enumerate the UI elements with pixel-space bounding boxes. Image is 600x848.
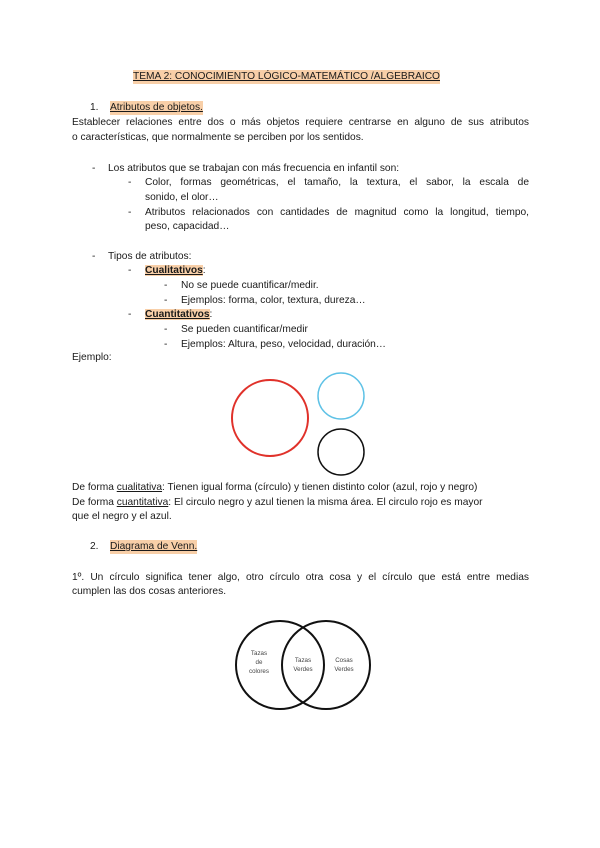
venn-left-label-2: de (255, 659, 263, 666)
sub-dash: - (128, 309, 132, 320)
sub-item-magnitud-line-2: peso, capacidad… (145, 221, 230, 232)
cuantitativos-colon: : (209, 309, 213, 320)
sub-item-magnitud-line-1: Atributos relacionados con cantidades de magnitud como la longitud, tiempo, (145, 207, 529, 218)
sub-dash: - (164, 295, 168, 306)
sub-dash: - (128, 177, 132, 188)
forma-cuantitativa-line-2: que el negro y el azul. (72, 511, 172, 522)
venn-right-label-2: Verdes (334, 666, 354, 673)
cuantitativos-label-wrap (145, 308, 212, 322)
venn-middle-label-1: Tazas (294, 657, 312, 664)
red-circle (232, 380, 308, 456)
sub-dash: - (128, 265, 132, 276)
forma-cualitativa-line (72, 481, 477, 495)
forma-cuantitativa-line (72, 496, 483, 510)
sub-dash: - (164, 339, 168, 350)
bullet-tipos-atributos: Tipos de atributos: (108, 251, 192, 262)
cuantitativos-label: Cuantitativos (145, 309, 210, 320)
venn-diagram (232, 615, 374, 715)
cualitativos-item-1: No se puede cuantificar/medir. (181, 280, 319, 291)
blue-circle (318, 373, 364, 419)
cualitativos-label: Cualitativos (145, 265, 203, 276)
sub-dash: - (128, 207, 132, 218)
black-circle (318, 429, 364, 475)
cualitativos-label-wrap (145, 264, 206, 278)
forma-cualitativa-rest: : Tienen igual forma (círculo) y tienen distinto color (azul, rojo y negro) (162, 482, 478, 493)
venn-text-line-2: cumplen las dos cosas anteriores. (72, 586, 227, 597)
sub-item-color-line-2: sonido, el olor… (145, 192, 219, 203)
forma-cualitativa-word: cualitativa (116, 482, 163, 493)
venn-right-label-1: Cosas (335, 657, 353, 664)
venn-right-circle (282, 621, 370, 709)
sub-dash: - (164, 280, 168, 291)
forma-cuantitativa-word: cuantitativa (116, 497, 169, 508)
intro-line-1: Establecer relaciones entre dos o más objetos requiere centrarse en alguno de sus atributos (72, 117, 529, 128)
bullet-dash: - (92, 163, 96, 174)
section-1-heading: Atributos de objetos. (110, 102, 203, 113)
sub-item-color-line-1: Color, formas geométricas, el tamaño, la textura, el sabor, la escala de (145, 177, 529, 188)
section-2-heading: Diagrama de Venn. (110, 541, 198, 552)
cuantitativos-item-1: Se pueden cuantificar/medir (181, 324, 308, 335)
intro-line-2: o características, que normalmente se perciben por los sentidos. (72, 132, 364, 143)
forma-cuantitativa-rest: : El circulo negro y azul tienen la misma área. El circulo rojo es mayor (168, 497, 483, 508)
section-1-number: 1. (90, 102, 99, 113)
cualitativos-colon: : (202, 265, 206, 276)
venn-left-circle (236, 621, 324, 709)
bullet-dash: - (92, 251, 96, 262)
circles-figure (220, 368, 380, 480)
page-title: TEMA 2: CONOCIMIENTO LÓGICO-MATEMÁTICO /ALGEBRAICO (133, 71, 440, 82)
forma-cualitativa-prefix: De forma (72, 482, 117, 493)
venn-left-label-1: Tazas (250, 650, 268, 657)
venn-text-line-1: 1º. Un círculo significa tener algo, otro círculo otra cosa y el círculo que está entre medias (72, 572, 529, 583)
sub-dash: - (164, 324, 168, 335)
bullet-attributes-infantil: Los atributos que se trabajan con más frecuencia en infantil son: (108, 163, 400, 174)
cuantitativos-item-2: Ejemplos: Altura, peso, velocidad, duración… (181, 339, 386, 350)
venn-middle-label-2: Verdes (293, 666, 313, 673)
forma-cuantitativa-prefix: De forma (72, 497, 117, 508)
cualitativos-item-2: Ejemplos: forma, color, textura, dureza… (181, 295, 366, 306)
section-2-number: 2. (90, 541, 99, 552)
venn-left-label-3: colores (249, 668, 269, 675)
example-label: Ejemplo: (72, 352, 112, 363)
